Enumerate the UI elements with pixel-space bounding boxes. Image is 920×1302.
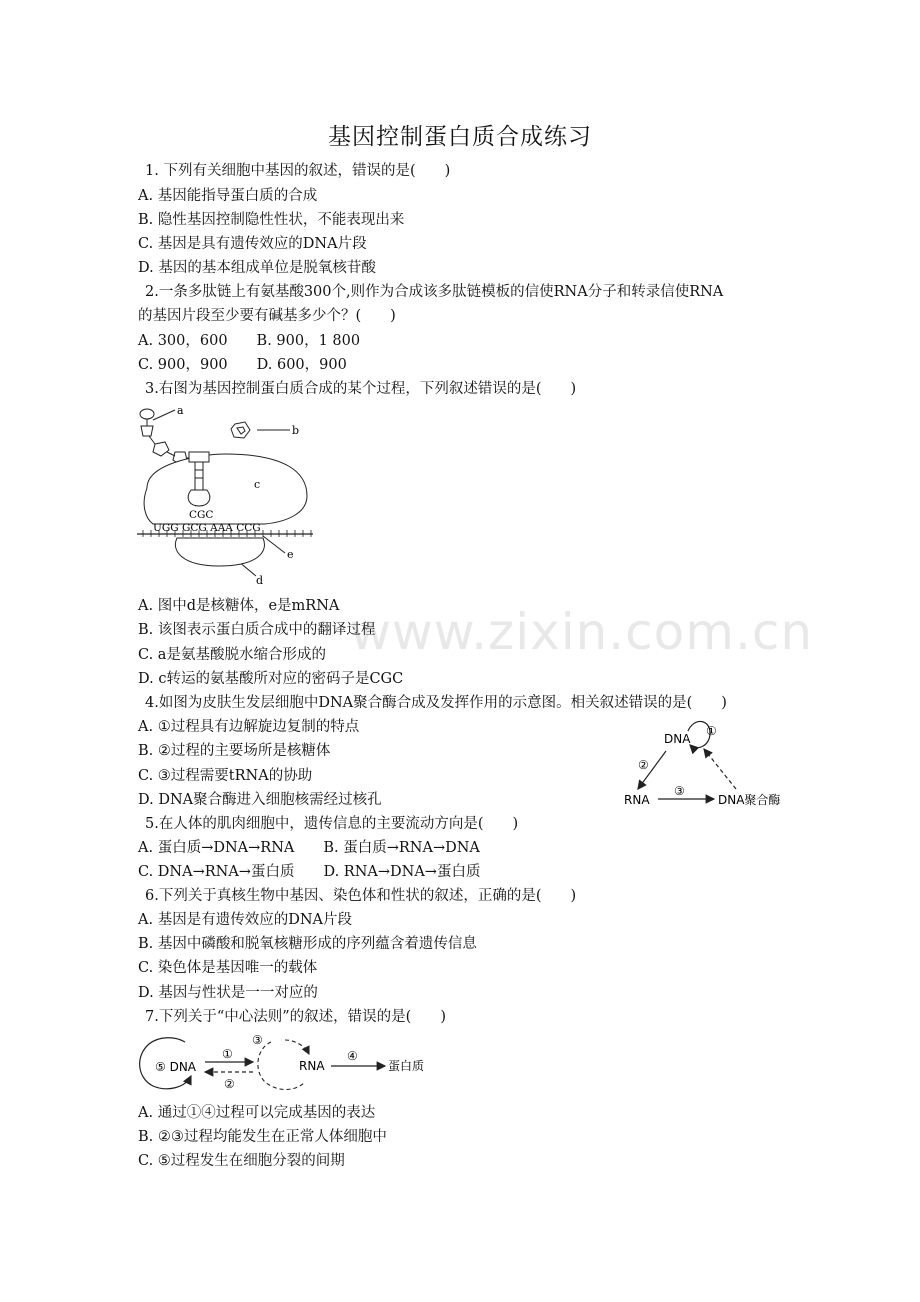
q6-option-c: C. 染色体是基因唯一的载体 bbox=[138, 960, 318, 976]
q7-rna-label: RNA bbox=[299, 1059, 325, 1073]
q2-option-cd: C. 900，900 D. 600，900 bbox=[138, 357, 347, 373]
q7-option-b: B. ②③过程均能发生在正常人体细胞中 bbox=[138, 1129, 387, 1145]
q5-option-cd: C. DNA→RNA→蛋白质 D. RNA→DNA→蛋白质 bbox=[138, 864, 481, 880]
q4-rna-label: RNA bbox=[624, 793, 650, 807]
q3-label-a: a bbox=[177, 404, 184, 417]
q6-stem: 6.下列关于真核生物中基因、染色体和性状的叙述，正确的是( ) bbox=[145, 888, 577, 904]
q3-option-b: B. 该图表示蛋白质合成中的翻译过程 bbox=[138, 622, 376, 638]
q7-option-a: A. 通过①④过程可以完成基因的表达 bbox=[138, 1105, 376, 1121]
q1-stem: 1. 下列有关细胞中基因的叙述，错误的是( ) bbox=[145, 163, 451, 179]
q7-central-dogma-figure bbox=[135, 1030, 435, 1098]
q1-option-c: C. 基因是具有遗传效应的DNA片段 bbox=[138, 236, 367, 252]
q7-step1: ① bbox=[222, 1047, 233, 1061]
q7-step4: ④ bbox=[347, 1049, 358, 1063]
q6-option-b: B. 基因中磷酸和脱氧核糖形成的序列蕴含着遗传信息 bbox=[138, 936, 477, 952]
q1-option-a: A. 基因能指导蛋白质的合成 bbox=[138, 188, 318, 204]
q4-option-b: B. ②过程的主要场所是核糖体 bbox=[138, 743, 331, 759]
q6-option-a: A. 基因是有遗传效应的DNA片段 bbox=[138, 912, 352, 928]
q1-option-d: D. 基因的基本组成单位是脱氧核苷酸 bbox=[138, 260, 376, 276]
q4-dna-label: DNA bbox=[664, 732, 691, 746]
q3-label-c: c bbox=[254, 478, 261, 491]
q3-label-d: d bbox=[256, 574, 264, 587]
q4-option-d: D. DNA聚合酶进入细胞核需经过核孔 bbox=[138, 792, 382, 808]
q7-step3: ③ bbox=[252, 1033, 263, 1047]
q4-option-a: A. ①过程具有边解旋边复制的特点 bbox=[138, 719, 360, 735]
q6-option-d: D. 基因与性状是一一对应的 bbox=[138, 985, 318, 1001]
q4-enzyme-label: DNA聚合酶 bbox=[718, 793, 781, 807]
q5-stem: 5.在人体的肌肉细胞中，遗传信息的主要流动方向是( ) bbox=[145, 816, 519, 832]
q7-dna-label: ⑤ DNA bbox=[155, 1060, 196, 1074]
q3-anticodon: CGC bbox=[189, 509, 214, 521]
q4-option-c: C. ③过程需要tRNA的协助 bbox=[138, 768, 313, 784]
q3-option-c: C. a是氨基酸脱水缩合形成的 bbox=[138, 647, 326, 663]
q5-option-ab: A. 蛋白质→DNA→RNA B. 蛋白质→RNA→DNA bbox=[138, 840, 480, 856]
q4-step1: ① bbox=[706, 724, 717, 738]
q3-label-e: e bbox=[287, 548, 294, 561]
q3-translation-figure bbox=[135, 400, 315, 590]
q4-step3: ③ bbox=[674, 784, 685, 798]
page-title: 基因控制蛋白质合成练习 bbox=[328, 124, 592, 150]
q3-option-d: D. c转运的氨基酸所对应的密码子是CGC bbox=[138, 671, 404, 687]
q2-stem-line1: 2.一条多肽链上有氨基酸300个,则作为合成该多肽链模板的信使RNA分子和转录信使RNA bbox=[145, 284, 724, 300]
q3-codons: UGG GCG AAA CCG bbox=[153, 522, 261, 534]
q4-step2: ② bbox=[638, 758, 649, 772]
q4-figure bbox=[610, 715, 800, 815]
q7-step2: ② bbox=[224, 1077, 235, 1091]
q1-option-b: B. 隐性基因控制隐性性状，不能表现出来 bbox=[138, 212, 405, 228]
q3-stem: 3.右图为基因控制蛋白质合成的某个过程，下列叙述错误的是( ) bbox=[145, 381, 577, 397]
watermark: www.zixin.com.cn bbox=[350, 603, 814, 661]
q7-protein-label: 蛋白质 bbox=[388, 1059, 425, 1073]
q4-stem: 4.如图为皮肤生发层细胞中DNA聚合酶合成及发挥作用的示意图。相关叙述错误的是( ) bbox=[145, 695, 727, 711]
q3-label-b: b bbox=[292, 424, 300, 437]
q2-stem-line2: 的基因片段至少要有碱基多少个？( ) bbox=[138, 308, 396, 324]
q2-option-ab: A. 300，600 B. 900，1 800 bbox=[138, 333, 361, 349]
q3-option-a: A. 图中d是核糖体，e是mRNA bbox=[138, 598, 340, 614]
q7-option-c: C. ⑤过程发生在细胞分裂的间期 bbox=[138, 1153, 345, 1169]
q7-stem: 7.下列关于“中心法则”的叙述，错误的是( ) bbox=[145, 1009, 446, 1025]
